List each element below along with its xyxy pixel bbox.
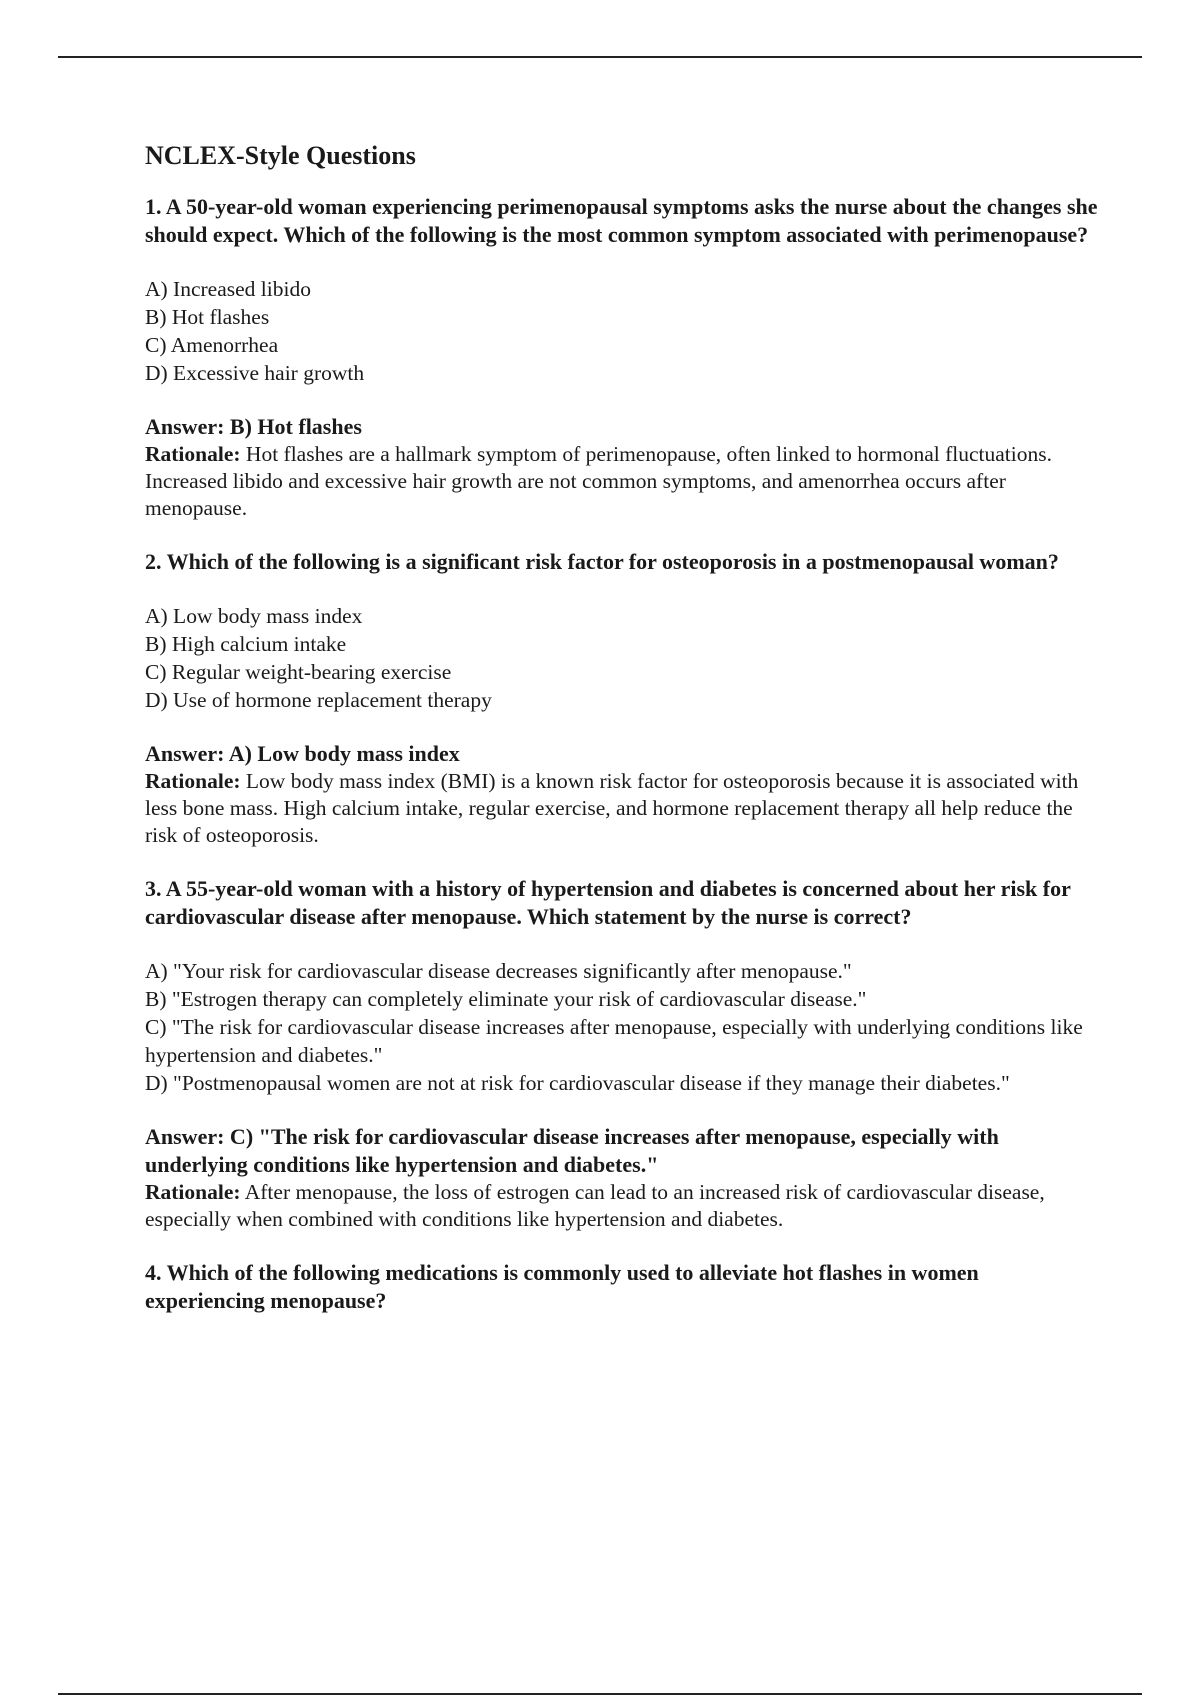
correct-answer: Answer: B) Hot flashes [145, 414, 362, 440]
option-a: A) "Your risk for cardiovascular disease decreases significantly after menopause." [145, 959, 852, 984]
question-4 [145, 1259, 1100, 1315]
rationale-text: After menopause, the loss of estrogen can lead to an increased risk of cardiovascular disease, especially when combined with conditions like hypertension and diabetes. [145, 1180, 1045, 1232]
question-stem: 3. A 55-year-old woman with a history of hypertension and diabetes is concerned about her risk for cardiovascular disease after menopause. Which statement by the nurse is correct? [145, 876, 1071, 930]
correct-answer: Answer: A) Low body mass index [145, 741, 460, 767]
rationale-label: Rationale: [145, 769, 241, 794]
question-1 [145, 193, 1100, 522]
rationale-text: Hot flashes are a hallmark symptom of perimenopause, often linked to hormonal fluctuations. Increased libido and excessive hair growth are not common symptoms, and amenorrhea occurs after menopause. [145, 442, 1052, 521]
answer-options [145, 602, 1100, 714]
answer-options [145, 275, 1100, 387]
question-2 [145, 548, 1100, 849]
option-d: D) Excessive hair growth [145, 361, 365, 386]
option-b: B) Hot flashes [145, 305, 270, 330]
rationale [145, 768, 1100, 849]
document-title: NCLEX-Style Questions [145, 141, 416, 170]
option-c: C) Amenorrhea [145, 333, 279, 358]
option-d: D) Use of hormone replacement therapy [145, 688, 492, 713]
document-body [145, 140, 1100, 1341]
answer-options [145, 957, 1100, 1097]
option-c: C) Regular weight-bearing exercise [145, 660, 452, 685]
bottom-horizontal-rule [58, 1693, 1142, 1695]
rationale [145, 1179, 1100, 1233]
rationale-label: Rationale: [145, 1180, 241, 1205]
option-a: A) Increased libido [145, 277, 311, 302]
rationale-text: Low body mass index (BMI) is a known risk factor for osteoporosis because it is associated with less bone mass. High calcium intake, regular exercise, and hormone replacement therapy all help reduce the risk of osteoporosis. [145, 769, 1079, 848]
rationale-label: Rationale: [145, 442, 241, 467]
rationale [145, 441, 1100, 522]
question-3 [145, 875, 1100, 1233]
top-horizontal-rule [58, 56, 1142, 58]
correct-answer: Answer: C) "The risk for cardiovascular disease increases after menopause, especially with underlying conditions like hypertension and diabetes." [145, 1124, 999, 1178]
question-stem: 2. Which of the following is a significant risk factor for osteoporosis in a postmenopausal woman? [145, 549, 1059, 575]
option-a: A) Low body mass index [145, 604, 363, 629]
option-c: C) "The risk for cardiovascular disease increases after menopause, especially with underlying conditions like hypertension and diabetes." [145, 1015, 1083, 1068]
option-b: B) High calcium intake [145, 632, 347, 657]
question-stem: 4. Which of the following medications is commonly used to alleviate hot flashes in women experiencing menopause? [145, 1260, 979, 1314]
question-stem: 1. A 50-year-old woman experiencing perimenopausal symptoms asks the nurse about the changes she should expect. Which of the following is the most common symptom associated with perimenopause? [145, 194, 1098, 248]
option-b: B) "Estrogen therapy can completely eliminate your risk of cardiovascular disease." [145, 987, 867, 1012]
option-d: D) "Postmenopausal women are not at risk for cardiovascular disease if they manage their diabetes." [145, 1071, 1010, 1096]
